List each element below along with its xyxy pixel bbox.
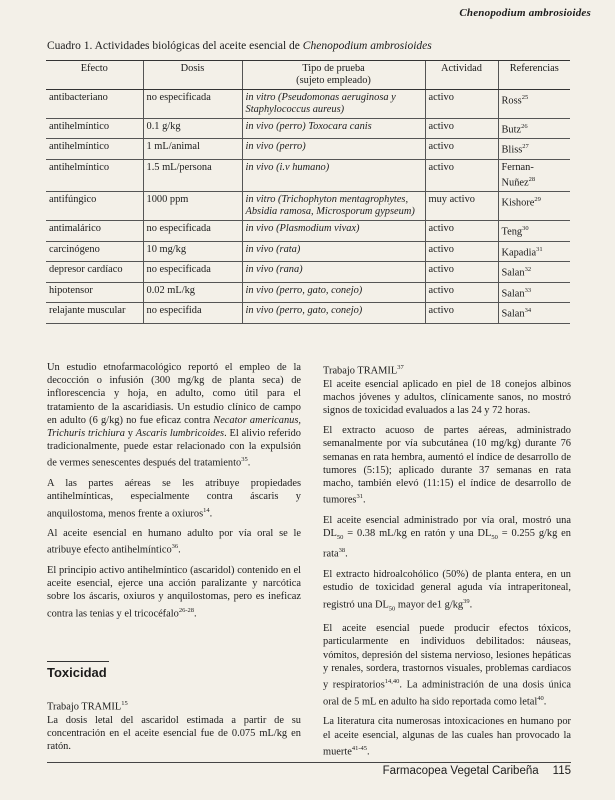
activity-cell: muy activo	[425, 192, 498, 221]
test-cell: in vitro (Trichophyton mentagrophytes, Absidia ramosa, Microsporum gypseum)	[242, 192, 425, 221]
dose-cell: 10 mg/kg	[143, 241, 242, 261]
reference-author: Ross	[501, 95, 522, 107]
reference-author: Salan	[501, 308, 525, 320]
dose-cell: 1 mL/animal	[143, 139, 242, 159]
table-row	[46, 159, 570, 191]
effect-cell: relajante muscular	[46, 303, 143, 323]
caption-text: Cuadro 1. Actividades biológicas del aceite esencial de	[47, 40, 303, 52]
reference-cell	[498, 241, 570, 261]
subscript: 50	[336, 534, 344, 542]
activity-cell: activo	[425, 303, 498, 323]
reference-cell	[498, 119, 570, 139]
table-body	[46, 90, 570, 324]
effect-cell: depresor cardíaco	[46, 262, 143, 282]
activity-cell: activo	[425, 282, 498, 302]
reference-number: 26	[521, 123, 528, 130]
effect-cell: antifúngico	[46, 192, 143, 221]
test-cell: in vivo (rata)	[242, 241, 425, 261]
paragraph: El principio activo antihelmíntico (ascaridol) contenido en el aceite esencial, ejerce una acción paralizante y narcótica sobre los áscaris, oxiuros y anquilostomas, pero es ineficaz contra las tenias y el tricocéfalo$^{26-28}$.	[47, 565, 301, 620]
citation: 15	[121, 700, 128, 707]
text: Un estudio etnofarmacológico reportó el empleo de la decocción o infusión (300 mg/kg de planta seca) de inflorescencia y hoja, en adulto, como útil para el tratamiento de la ascaridiasis. Un estudio clínico de campo en adulto (6 g/kg) no fue eficaz contra	[47, 362, 301, 426]
reference-number: 28	[528, 175, 536, 183]
reference-number: 33	[524, 286, 532, 294]
text: = 0.255 g/kg en rata	[323, 528, 571, 560]
reference-cell	[498, 192, 570, 221]
effect-cell: antihelmíntico	[46, 159, 143, 191]
header-refs: Referencias	[498, 61, 570, 90]
table-row	[46, 241, 570, 261]
table-row	[46, 90, 570, 119]
table-row	[46, 282, 570, 302]
text: = 0.38 mL/kg en ratón y una DL	[343, 528, 492, 540]
text: . La administración de una dosis única oral de 5 mL en adulto ha sido reportada como letal	[323, 679, 571, 708]
citation: 39	[463, 597, 470, 605]
citation: 36	[171, 543, 179, 551]
test-cell: in vivo (perro) Toxocara canis	[242, 119, 425, 139]
reference-author: Teng	[501, 226, 523, 238]
paragraph: El aceite esencial aplicado en piel de 18 conejos albinos machos jóvenes y adultos, clínicamente sanos, no mostró signos de toxicidad evaluados a las 24 y 72 horas.	[323, 378, 571, 417]
activity-cell: activo	[425, 159, 498, 191]
paragraph: Al aceite esencial en humano adulto por vía oral se le atribuye efecto antihelmíntico$^{36}$.	[47, 528, 301, 556]
effect-cell: carcinógeno	[46, 241, 143, 261]
text: . El alivio referido tradicionalmente, puede estar relacionado con la expulsión de vermes senescentes después del tratamiento	[47, 428, 301, 469]
activity-cell: activo	[425, 119, 498, 139]
effect-cell: antibacteriano	[46, 90, 143, 119]
reference-number: 32	[524, 266, 532, 274]
reference-author: Kapadia	[501, 247, 537, 259]
left-column	[47, 361, 301, 627]
citation: 31	[356, 493, 363, 501]
reference-number: 25	[521, 94, 529, 101]
left-column-toxicity	[47, 697, 301, 760]
dose-cell: no especificada	[143, 221, 242, 241]
activity-cell: activo	[425, 90, 498, 119]
citation: 41-45	[351, 744, 368, 752]
test-cell: in vivo (perro, gato, conejo)	[242, 282, 425, 302]
test-cell: in vivo (rana)	[242, 262, 425, 282]
dose-cell: no especifida	[143, 303, 242, 323]
dose-cell: no especificada	[143, 90, 242, 119]
reference-author: Salan	[501, 267, 525, 279]
footer-rule	[47, 762, 571, 763]
test-cell: in vivo (i.v humano)	[242, 159, 425, 191]
reference-number: 34	[524, 307, 532, 315]
text: mayor de1 g/kg	[395, 599, 464, 610]
activity-cell: activo	[425, 139, 498, 159]
effect-cell: hipotensor	[46, 282, 143, 302]
subsection-title	[323, 361, 571, 378]
activities-table	[46, 60, 570, 324]
header-activity: Actividad	[425, 61, 498, 90]
citation: 35	[241, 456, 248, 464]
effect-cell: antihelmíntico	[46, 119, 143, 139]
text: Trabajo TRAMIL	[323, 365, 398, 377]
reference-cell	[498, 221, 570, 241]
paragraph: La dosis letal del ascaridol estimada a partir de su concentración en el aceite esencial fue de 0.075 mL/kg en ratón.	[47, 714, 301, 753]
text: El aceite esencial administrado por vía oral, mostró una DL	[323, 514, 571, 540]
table-caption	[47, 40, 432, 52]
subscript: 50	[388, 605, 396, 613]
citation: 40	[537, 694, 544, 702]
test-cell: in vivo (perro, gato, conejo)	[242, 303, 425, 323]
subscript: 50	[491, 534, 498, 542]
header-test-sub: (sujeto empleado)	[296, 75, 371, 86]
dose-cell: 1000 ppm	[143, 192, 242, 221]
test-cell: in vitro (Pseudomonas aeruginosa y Staphylococcus aureus)	[242, 90, 425, 119]
text: Al aceite esencial en humano adulto por vía oral se le atribuye efecto antihelmíntico	[47, 528, 301, 556]
book-title: Farmacopea Vegetal Caribeña	[382, 765, 539, 777]
paragraph: El extracto acuoso de partes aéreas, administrado semanalmente por vía subcutánea (10 mg/kg) durante 76 semanas en rata hembra, aumentó el índice de desarrollo de tumores (5:15); aplicado durante 37 semanas en rata macho, también elevó (11:15) el índice de desarrollo de tumores$^{31}$.	[323, 425, 571, 506]
reference-author: Butz	[501, 124, 522, 136]
reference-cell	[498, 139, 570, 159]
running-head: Chenopodium ambrosioides	[459, 7, 591, 19]
text: El principio activo antihelmíntico (ascaridol) contenido en el aceite esencial, ejerce una acción paralizante y narcótica sobre los áscaris, oxiuros y anquilostomas, pero es ineficaz contra las tenias y el tricocéfalo	[47, 565, 301, 620]
header-test-main: Tipo de prueba	[302, 63, 365, 74]
reference-cell	[498, 262, 570, 282]
reference-cell	[498, 282, 570, 302]
text: El extracto acuoso de partes aéreas, administrado semanalmente por vía subcutánea (10 mg/kg) durante 76 semanas en rata hembra, aumentó el índice de desarrollo de tumores (5:15); aplicado durante 37 semanas en rata macho, también elevó (11:15) el índice de desarrollo de tumores	[323, 425, 571, 506]
table-row	[46, 303, 570, 323]
citation: 14,40	[384, 678, 400, 686]
text: y	[124, 428, 136, 440]
text: La literatura cita numerosas intoxicaciones en humano por el aceite esencial, algunas de las cuales han provocado la muerte	[323, 716, 571, 758]
reference-cell	[498, 90, 570, 119]
reference-author: Bliss	[501, 144, 523, 156]
header-effect: Efecto	[46, 61, 143, 90]
paragraph: A las partes aéreas se les atribuye propiedades antihelmínticas, especialmente contra áscaris y anquilostoma, menos frente a oxiuros$^{14}$.	[47, 478, 301, 519]
activity-cell: activo	[425, 221, 498, 241]
reference-number: 27	[522, 143, 529, 151]
table-row	[46, 192, 570, 221]
header-test	[242, 61, 425, 90]
table-row	[46, 262, 570, 282]
text: El extracto hidroalcohólico (50%) de planta entera, en un estudio de toxicidad general aguda vía intraperitoneal, registró una DL	[323, 569, 571, 610]
caption-species: Chenopodium ambrosioides	[302, 40, 432, 52]
test-cell: in vivo (perro)	[242, 139, 425, 159]
table-row	[46, 221, 570, 241]
header-dose: Dosis	[143, 61, 242, 90]
text: El aceite esencial puede producir efectos tóxicos, particularmente en individuos debilitados: náuseas, vómitos, depresión del sistema nervioso, lesiones hepáticas y renales, sordera, trastornos visuales, problemas cardiacos y respiratorios	[323, 623, 571, 691]
species-text: Ascaris lumbricoides	[135, 428, 225, 440]
table-row	[46, 139, 570, 159]
subsection-title	[47, 697, 301, 714]
dose-cell: no especificada	[143, 262, 242, 282]
text: Trabajo TRAMIL	[47, 701, 122, 713]
reference-author: Salan	[501, 288, 525, 300]
citation: 26-28	[178, 606, 195, 614]
species-text: Necator americanus, Trichuris trichiura	[47, 414, 302, 440]
paragraph: El aceite esencial administrado por vía oral, mostró una $DL_{50} = 0.38$ mL/kg en ratón y una $DL_{50} = 0.255$ g/kg en rata$^{38}$.	[323, 514, 571, 560]
dose-cell: 0.1 g/kg	[143, 119, 242, 139]
activity-cell: activo	[425, 262, 498, 282]
reference-number: 31	[536, 245, 543, 253]
effect-cell: antimalárico	[46, 221, 143, 241]
paragraph: El aceite esencial puede producir efectos tóxicos, particularmente en individuos debilitados: náuseas, vómitos, depresión del sistema nervioso, lesiones hepáticas y renales, sordera, trastornos visuales, problemas cardiacos y respiratorios$^{14,40}$. La administración de una dosis única oral de 5 mL en adulto ha sido reportada como letal$^{40}$.	[323, 623, 571, 708]
dose-cell: 1.5 mL/persona	[143, 159, 242, 191]
page-number: 115	[552, 765, 571, 777]
paragraph: La literatura cita numerosas intoxicaciones en humano por el aceite esencial, algunas de las cuales han provocado la muerte$^{41-45}$.	[323, 716, 571, 758]
table-row	[46, 119, 570, 139]
citation: 38	[338, 547, 346, 555]
paragraph: Un estudio etnofarmacológico reportó el empleo de la decocción o infusión (300 mg/kg de planta seca) de inflorescencia y hoja, en adulto, como útil para el tratamiento de la ascaridiasis. Un estudio clínico de campo en adulto (6 g/kg) no fue eficaz contra Necator americanus, Trichuris trichiura y Ascaris lumbricoides. El alivio referido tradicionalmente, puede estar relacionado con la expulsión de vermes senescentes después del tratamiento$^{35}$.	[47, 362, 302, 469]
citation: 14	[203, 506, 210, 514]
paragraph: El extracto hidroalcohólico (50%) de planta entera, en un estudio de toxicidad general aguda vía intraperitoneal, registró una $DL_{50}$ mayor de1 $g/kg^{39}$.	[323, 569, 571, 613]
effect-cell: antihelmíntico	[46, 139, 143, 159]
reference-cell	[498, 159, 570, 191]
table-header-row	[46, 61, 570, 90]
reference-number: 30	[522, 225, 529, 233]
citation: 37	[397, 364, 404, 371]
footer	[383, 765, 571, 777]
activity-cell: activo	[425, 241, 498, 261]
dose-cell: 0.02 mL/kg	[143, 282, 242, 302]
test-cell: in vivo (Plasmodium vivax)	[242, 221, 425, 241]
section-title-toxicidad: Toxicidad	[47, 661, 109, 680]
text: A las partes aéreas se les atribuye propiedades antihelmínticas, especialmente contra áscaris y anquilostoma, menos frente a oxiuros	[47, 478, 301, 519]
right-column	[323, 361, 571, 766]
reference-number: 29	[534, 196, 541, 204]
reference-author: Fernan-Nuñez	[501, 161, 534, 189]
reference-author: Kishore	[501, 197, 535, 209]
reference-cell	[498, 303, 570, 323]
